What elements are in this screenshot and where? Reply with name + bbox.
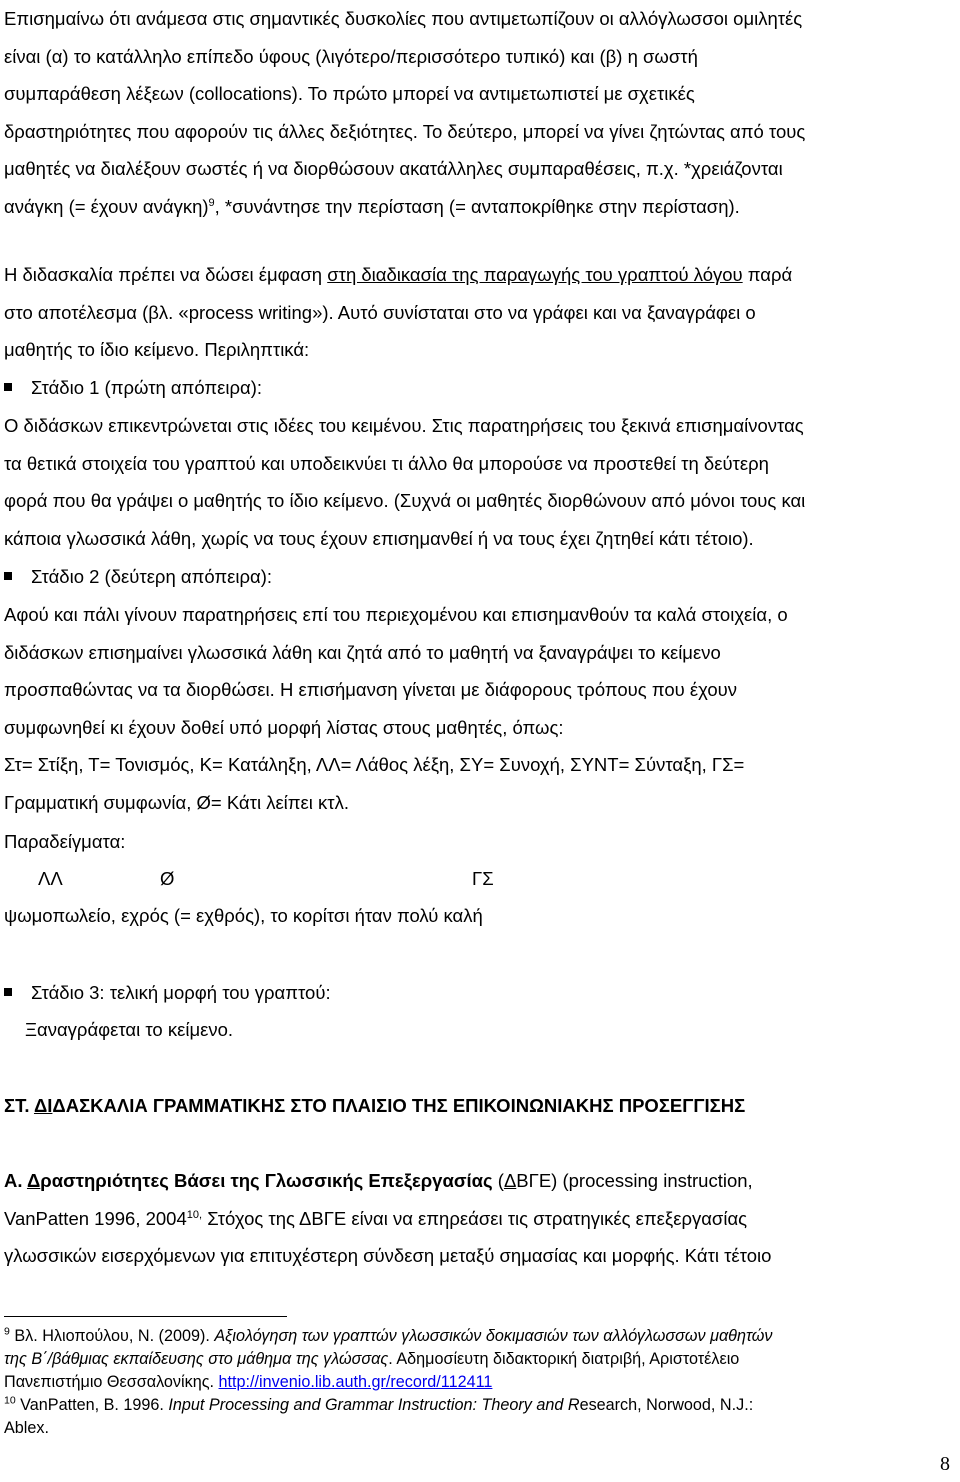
section-a-title: ραστηριότητες Βάσει της Γλωσσικής Επεξεργασίας [40, 1170, 493, 1191]
heading-rest: ΔΑΣΚΑΛΙΑ ΓΡΑΜΜΑΤΙΚΗΣ ΣΤΟ ΠΛΑΙΣΙΟ ΤΗΣ ΕΠΙΚΟΙΝΩΝΙΑΚΗΣ ΠΡΟΣΕΓΓΙΣΗΣ [52, 1095, 746, 1116]
correction-mark: Ø [160, 868, 175, 889]
section-a-underlined-initial: Δ [26, 1170, 41, 1191]
footnote-text: Πανεπιστήμιο Θεσσαλονίκης. [4, 1373, 219, 1391]
footnote-ref-10[interactable]: 10, [186, 1208, 203, 1221]
square-bullet-icon [4, 572, 12, 580]
footnote-title: Αξιολόγηση των γραπτών γλωσσικών δοκιμασιών των αλλόγλωσσων μαθητών [214, 1327, 773, 1345]
text-span: Στόχος της ΔΒΓΕ είναι να επηρεάσει τις στρατηγικές επεξεργασίας [202, 1207, 748, 1229]
text-line [4, 1162, 952, 1200]
text-line: στο αποτέλεσμα (βλ. «process writing»). Αυτό συνίσταται στο να γράφει και να ξαναγράφει ο [4, 301, 756, 323]
correction-mark: ΛΛ [38, 868, 63, 889]
square-bullet-icon [4, 383, 12, 391]
footnote-number: 9 [4, 1325, 10, 1338]
footnote-title: Input Processing and Grammar Instruction: Theory and R [168, 1396, 580, 1414]
text-line [4, 188, 952, 226]
stage-3-text: Ξαναγράφεται το κείμενο. [25, 1019, 234, 1040]
text-span: VanPatten 1996, 2004 [4, 1207, 187, 1229]
page-number: 8 [940, 1453, 950, 1475]
text-span: παρά [742, 264, 793, 285]
text-span: Η διδασκαλία πρέπει να δώσει έμφαση [4, 264, 328, 285]
footnote-text: . Αδημοσίευτη διδακτορική διατριβή, Αριστοτέλειο [388, 1350, 740, 1368]
bullet-stage-3 [4, 974, 952, 1012]
footnote-text: Ablex. [4, 1419, 49, 1437]
paragraph-collocations [4, 0, 952, 226]
footnote-author: Βλ. Ηλιοπούλου, Ν. (2009). [9, 1327, 215, 1345]
example-sentence: ψωμοπωλείο, εχρός (= εχθρός), το κορίτσι ήταν πολύ καλή [4, 905, 483, 926]
stage-1-text [4, 407, 952, 557]
correction-marks-row [4, 860, 952, 898]
footnote-9 [4, 1325, 952, 1394]
text-line: δραστηριότητες που αφορούν τις άλλες δεξιότητες. Το δεύτερο, μπορεί να γίνει ζητώντας από τους [4, 120, 806, 142]
text-line: μαθητής το ίδιο κείμενο. Περιληπτικά: [4, 339, 310, 361]
abbr-underlined-initial: Δ [503, 1170, 517, 1191]
text-line: Επισημαίνω ότι ανάμεσα στις σημαντικές δυσκολίες που αντιμετωπίζουν οι αλλόγλωσσοι ομιλητές [4, 8, 803, 29]
text-span: , *συνάντησε την περίσταση (= ανταποκρίθηκε στην περίσταση). [214, 195, 740, 217]
footnote-number: 10 [4, 1394, 16, 1407]
footnote-link[interactable]: http://invenio.lib.auth.gr/record/112411 [218, 1373, 493, 1391]
footnote-author: VanPatten, B. 1996. [15, 1396, 169, 1414]
text-line [4, 256, 952, 294]
text-span: ΒΓΕ) (processing instruction, [516, 1170, 753, 1191]
text-line: φορά που θα γράψει ο μαθητής το ίδιο κείμενο. (Συχνά οι μαθητές διορθώνουν από μόνοι τους και [4, 490, 806, 512]
text-span: ( [492, 1170, 504, 1191]
text-line: Γραμματική συμφωνία, Ø= Κάτι λείπει κτλ. [4, 791, 350, 813]
text-line: κάποια γλωσσικά λάθη, χωρίς να τους έχουν επισημανθεί ή να τους έχει ζητηθεί κάτι τέτοιο). [4, 527, 754, 549]
bullet-stage-2 [4, 558, 952, 596]
text-line: είναι (α) το κατάλληλο επίπεδο ύφους (λιγότερο/περισσότερο τυπικό) και (β) η σωστή [4, 45, 698, 67]
underlined-phrase: στη διαδικασία της παραγωγής του γραπτού λόγου [327, 264, 743, 285]
section-a [4, 1162, 952, 1275]
text-line: Ο διδάσκων επικεντρώνεται στις ιδέες του κειμένου. Στις παρατηρήσεις του ξεκινά επισημαίνοντας [4, 415, 804, 436]
stage-2-title: Στάδιο 2 (δεύτερη απόπειρα): [31, 566, 273, 587]
text-line [4, 1200, 952, 1238]
heading-underlined: ΔΙ [33, 1095, 53, 1116]
footnote-text: esearch, Norwood, N.J.: [579, 1396, 754, 1414]
footnote-ref-9[interactable]: 9 [208, 196, 215, 209]
footnote-10 [4, 1394, 952, 1440]
examples-label: Παραδείγματα: [4, 831, 126, 852]
bullet-stage-1 [4, 369, 952, 407]
stage-1-title: Στάδιο 1 (πρώτη απόπειρα): [31, 377, 263, 398]
text-line: συμφωνηθεί κι έχουν δοθεί υπό μορφή λίστας στους μαθητές, όπως: [4, 716, 564, 738]
text-line: συμπαράθεση λέξεων (collocations). Το πρώτο μπορεί να αντιμετωπιστεί με σχετικές [4, 83, 695, 105]
stage-3-title: Στάδιο 3: τελική μορφή του γραπτού: [31, 982, 331, 1003]
section-heading [4, 1087, 745, 1125]
heading-prefix: ΣΤ. [4, 1095, 34, 1116]
text-line: γλωσσικών εισερχόμενων για επιτυχέστερη σύνδεση μεταξύ σημασίας και μορφής. Κάτι τέτοιο [4, 1245, 772, 1267]
footnote-title: της Β΄/βάθμιας εκπαίδευσης στο μάθημα της γλώσσας [4, 1350, 389, 1368]
footnote-separator [4, 1316, 287, 1317]
text-line: προσπαθώντας να τα διορθώσει. Η επισήμανση γίνεται με διάφορους τρόπους που έχουν [4, 679, 737, 701]
text-span: ανάγκη (= έχουν ανάγκη) [4, 195, 209, 217]
text-line: Αφού και πάλι γίνουν παρατηρήσεις επί του περιεχομένου και επισημανθούν τα καλά στοιχεία, ο [4, 604, 788, 625]
square-bullet-icon [4, 988, 12, 996]
section-a-prefix: Α. [4, 1170, 27, 1191]
stage-2-text [4, 596, 952, 822]
footnotes [4, 1325, 952, 1440]
text-line: μαθητές να διαλέξουν σωστές ή να διορθώσουν ακατάλληλες συμπαραθέσεις, π.χ. *χρειάζονται [4, 158, 783, 180]
text-line: διδάσκων επισημαίνει γλωσσικά λάθη και ζητά από το μαθητή να ξαναγράψει το κείμενο [4, 641, 721, 663]
text-line: τα θετικά στοιχεία του γραπτού και υποδεικνύει τι άλλο θα μπορούσε να προστεθεί τη δεύτερη [4, 452, 769, 474]
text-line: Στ= Στίξη, Τ= Τονισμός, Κ= Κατάληξη, ΛΛ= Λάθος λέξη, ΣΥ= Συνοχή, ΣΥΝΤ= Σύνταξη, ΓΣ= [4, 754, 745, 776]
paragraph-process-writing [4, 256, 952, 369]
correction-mark: ΓΣ [472, 868, 494, 889]
